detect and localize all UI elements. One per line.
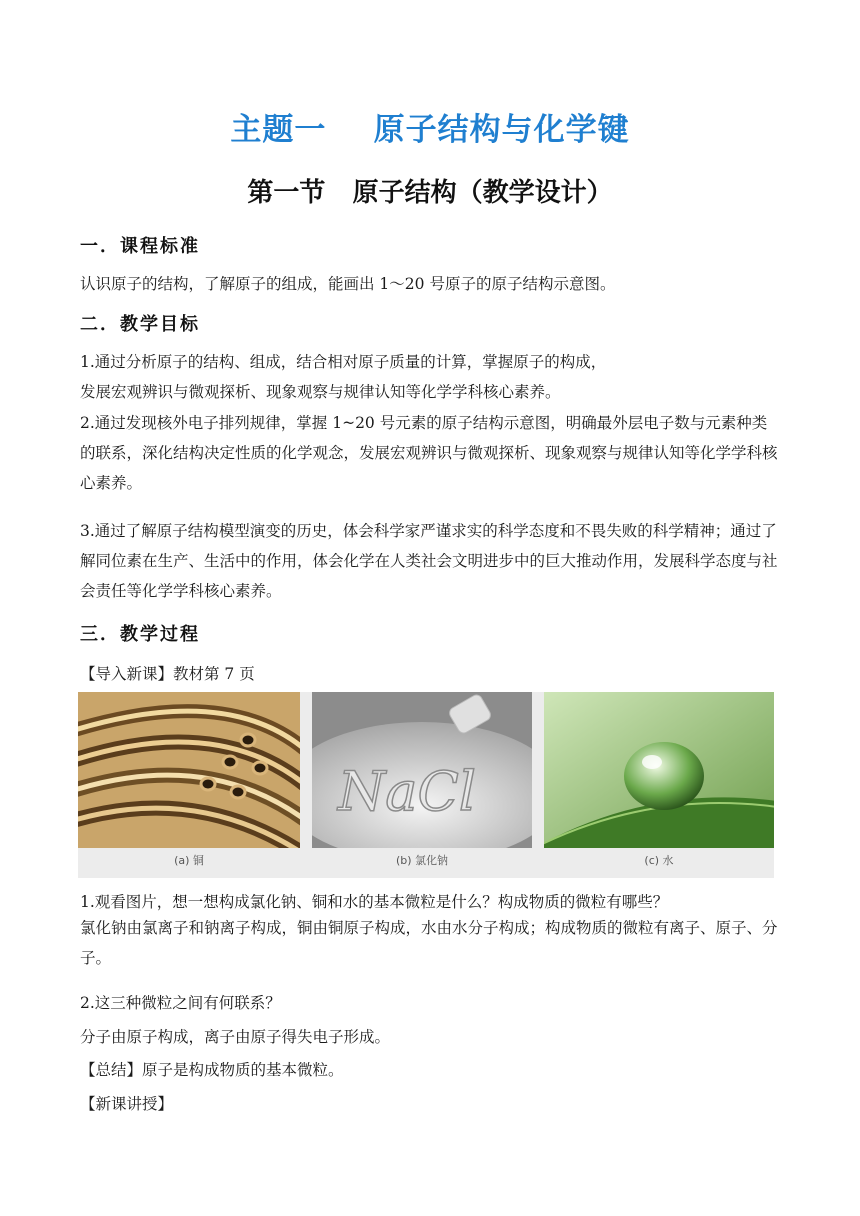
heading-teaching-process: 三．教学过程 <box>80 624 200 645</box>
textbook-figure <box>78 692 774 878</box>
summary: 【总结】原子是构成物质的基本微粒。 <box>80 1061 344 1079</box>
water-droplet-image <box>544 692 774 848</box>
question-2: 2.这三种微粒之间有何联系？ <box>80 994 281 1012</box>
answer-1: 氯化钠由氯离子和钠离子构成，铜由铜原子构成，水由水分子构成；构成物质的微粒有离子、原子、分子。 <box>80 919 778 967</box>
goal-1-line-1: 1.通过分析原子的结构、组成，结合相对原子质量的计算，掌握原子的构成， <box>80 353 607 371</box>
goal-3-paragraph: 3.通过了解原子结构模型演变的历史，体会科学家严谨求实的科学态度和不畏失败的科学精神；通过了解同位素在生产、生活中的作用，体会化学在人类社会文明进步中的巨大推动作用，发展科学态度与社会责任等化学学科核心素养。 <box>80 522 778 600</box>
caption-water: (c) 水 <box>644 854 674 867</box>
goal-2-paragraph: 2.通过发现核外电子排列规律，掌握 1~20 号元素的原子结构示意图，明确最外层电子数与元素种类的联系，深化结构决定性质的化学观念，发展宏观辨识与微观探析、现象观察与规律认知等化学学科核心素养。 <box>80 414 778 492</box>
section-title: 第一节 原子结构（教学设计） <box>247 178 613 208</box>
nacl-writing: NaCl <box>338 760 477 823</box>
goal-1-line-2: 发展宏观辨识与微观探析、现象观察与规律认知等化学学科核心素养。 <box>80 383 561 401</box>
intro-new-lesson: 【导入新课】教材第 7 页 <box>80 665 255 683</box>
sodium-chloride-image <box>312 692 532 848</box>
heading-curriculum-standard: 一．课程标准 <box>80 236 200 257</box>
heading-teaching-goals: 二．教学目标 <box>80 314 200 335</box>
new-lesson-heading: 【新课讲授】 <box>80 1095 174 1113</box>
copper-tubes-image <box>78 692 300 848</box>
answer-2: 分子由原子构成，离子由原子得失电子形成。 <box>80 1028 391 1046</box>
caption-sodium-chloride: (b) 氯化钠 <box>395 854 449 867</box>
caption-copper: (a) 铜 <box>174 854 204 867</box>
question-1: 1.观看图片，想一想构成氯化钠、铜和水的基本微粒是什么？构成物质的微粒有哪些？ <box>80 893 669 911</box>
curriculum-standard-text: 认识原子的结构，了解原子的组成，能画出 1～20 号原子的原子结构示意图。 <box>80 275 616 293</box>
main-title: 主题一 原子结构与化学键 <box>230 112 630 148</box>
